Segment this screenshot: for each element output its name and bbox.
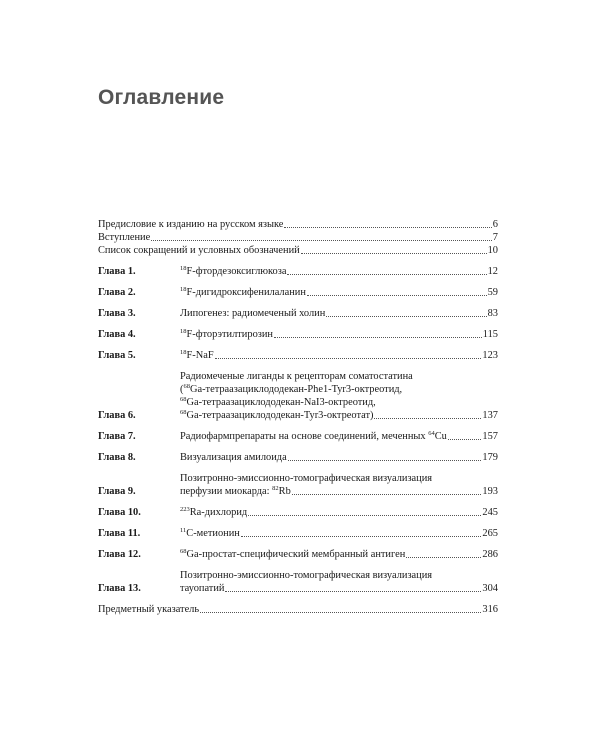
dot-leader: [284, 227, 491, 228]
chapter-label: Глава 8.: [98, 452, 136, 463]
dot-leader: [307, 295, 487, 296]
chapter-label: Глава 3.: [98, 308, 136, 319]
chapter-label: Глава 10.: [98, 507, 141, 518]
entry-body: [180, 349, 498, 362]
title-text: Позитронно-эмиссионно-томографическая визуализация: [180, 473, 433, 484]
page-number: 316: [482, 604, 498, 615]
entry-body: [98, 218, 498, 231]
dot-leader: [287, 274, 486, 275]
entry-line: [180, 472, 498, 485]
toc-entry[interactable]: [98, 231, 498, 244]
page-number: 137: [482, 410, 498, 421]
title-text: F-фторэтилтирозин: [186, 329, 273, 340]
entry-title: [180, 383, 402, 396]
entry-body: [180, 307, 498, 320]
title-text: F-дигидроксифенилаланин: [186, 287, 306, 298]
toc-entry[interactable]: [98, 430, 498, 443]
page-number: 10: [487, 245, 498, 256]
entry-title: [180, 265, 286, 278]
toc-entry[interactable]: [98, 218, 498, 231]
dot-leader: [374, 418, 481, 419]
entry-line: [180, 265, 498, 278]
entry-body: [180, 265, 498, 278]
entry-title: [180, 307, 325, 320]
entry-body: [180, 472, 498, 498]
title-text: Gа-тетраазациклододекан-Phe1-Tyr3-октреотид,: [189, 384, 403, 395]
page-number: 286: [482, 549, 498, 560]
entry-body: [180, 506, 498, 519]
entry-line: [98, 244, 498, 257]
chapter-label: Глава 12.: [98, 549, 141, 560]
title-prefix: (: [180, 384, 184, 395]
isotope-mass: 18: [180, 286, 187, 293]
entry-line: [180, 349, 498, 362]
page-number: 179: [482, 452, 498, 463]
page-title: Оглавление: [98, 86, 225, 109]
title-text: Вступление: [98, 232, 151, 243]
chapter-label: Глава 7.: [98, 431, 136, 442]
title-text: Радиомеченые лиганды к рецепторам соматостатина: [180, 371, 413, 382]
entry-line: [180, 383, 498, 396]
title-text: перфузии миокарда:: [180, 486, 273, 497]
isotope-mass: 18: [180, 265, 187, 272]
toc-entry[interactable]: [98, 307, 498, 320]
page-number: 245: [482, 507, 498, 518]
entry-line: [180, 328, 498, 341]
entry-title: [180, 328, 273, 341]
chapter-label: Глава 2.: [98, 287, 136, 298]
entry-line: [180, 430, 498, 443]
dot-leader: [151, 240, 492, 241]
entry-line: [180, 451, 498, 464]
table-of-contents: [98, 218, 498, 616]
page-number: 304: [482, 583, 498, 594]
entry-line: [180, 548, 498, 561]
entry-body: [98, 231, 498, 244]
entry-title: [180, 472, 432, 485]
isotope-mass: 18: [180, 328, 187, 335]
entry-line: [180, 307, 498, 320]
entry-title: [98, 244, 300, 257]
entry-title: [180, 451, 287, 464]
entry-line: [180, 569, 498, 582]
page-number: 6: [492, 219, 498, 230]
entry-body: [180, 548, 498, 561]
dot-leader: [406, 557, 481, 558]
toc-entry[interactable]: [98, 527, 498, 540]
page-number: 193: [482, 486, 498, 497]
dot-leader: [292, 494, 482, 495]
isotope-mass: 64: [428, 430, 435, 437]
page-number: 265: [482, 528, 498, 539]
dot-leader: [288, 460, 482, 461]
entry-title: [98, 603, 199, 616]
chapter-label: Глава 4.: [98, 329, 136, 340]
title-text: Предисловие к изданию на русском языке: [98, 219, 284, 230]
entry-title: [180, 286, 306, 299]
dot-leader: [241, 536, 482, 537]
page-number: 59: [487, 287, 498, 298]
toc-entry[interactable]: [98, 244, 498, 257]
isotope-mass: 223: [180, 506, 190, 513]
title-text: Gа-тетраазациклододекан-Tyr3-октреотат): [186, 410, 374, 421]
entry-title: [180, 430, 447, 443]
dot-leader: [248, 515, 481, 516]
entry-title: [180, 370, 413, 383]
entry-title: [180, 569, 432, 582]
entry-body: [180, 430, 498, 443]
toc-entry[interactable]: [98, 548, 498, 561]
title-text: Ga-простат-специфический мембранный антиген: [186, 549, 406, 560]
title-text: Предметный указатель: [98, 604, 200, 615]
toc-entry[interactable]: [98, 603, 498, 616]
toc-entry[interactable]: [98, 506, 498, 519]
entry-body: [180, 569, 498, 595]
page-number: 123: [482, 350, 498, 361]
entry-title: [180, 548, 405, 561]
isotope-mass: 82: [272, 485, 279, 492]
entry-title: [180, 582, 224, 595]
title-text: Липогенез: радиомеченый холин: [180, 308, 326, 319]
chapter-label: Глава 9.: [98, 486, 136, 497]
dot-leader: [225, 591, 481, 592]
dot-leader: [200, 612, 481, 613]
title-text: F-фтордезоксиглюкоза: [186, 266, 287, 277]
dot-leader: [448, 439, 482, 440]
isotope-mass: 68: [183, 383, 190, 390]
entry-title: [180, 485, 291, 498]
entry-line: [180, 506, 498, 519]
title-suffix: Cu: [434, 431, 447, 442]
title-text: Позитронно-эмиссионно-томографическая визуализация: [180, 570, 433, 581]
dot-leader: [326, 316, 486, 317]
entry-line: [180, 286, 498, 299]
title-text: Ra-дихлорид: [189, 507, 248, 518]
isotope-mass: 68: [180, 548, 187, 555]
title-text: Визуализация амилоида: [180, 452, 287, 463]
title-text: Список сокращений и условных обозначений: [98, 245, 300, 256]
entry-line: [180, 485, 498, 498]
toc-entry[interactable]: [98, 451, 498, 464]
isotope-mass: 11: [180, 527, 187, 534]
entry-line: [180, 396, 498, 409]
entry-body: [180, 370, 498, 422]
title-text: C-метионин: [186, 528, 240, 539]
chapter-label: Глава 13.: [98, 583, 141, 594]
entry-line: [180, 409, 498, 422]
page-number: 7: [492, 232, 498, 243]
toc-entry[interactable]: [98, 328, 498, 341]
entry-line: [180, 527, 498, 540]
entry-body: [180, 527, 498, 540]
page-number: 157: [482, 431, 498, 442]
page-number: 83: [487, 308, 498, 319]
entry-line: [98, 603, 498, 616]
entry-line: [98, 218, 498, 231]
toc-entry[interactable]: [98, 569, 498, 595]
entry-body: [180, 328, 498, 341]
chapter-label: Глава 6.: [98, 410, 136, 421]
chapter-label: Глава 11.: [98, 528, 141, 539]
dot-leader: [215, 358, 482, 359]
isotope-mass: 18: [180, 349, 187, 356]
title-text: Радиофармпрепараты на основе соединений, меченных: [180, 431, 429, 442]
dot-leader: [301, 253, 487, 254]
isotope-mass: 68: [180, 409, 187, 416]
entry-title: [180, 506, 247, 519]
toc-entry[interactable]: [98, 265, 498, 278]
title-text: Gа-тетраазациклододекан-NaI3-октреотид,: [186, 397, 376, 408]
entry-line: [98, 231, 498, 244]
entry-title: [180, 527, 240, 540]
entry-title: [98, 218, 283, 231]
entry-title: [180, 396, 376, 409]
entry-title: [98, 231, 150, 244]
title-text: тауопатий: [180, 583, 225, 594]
entry-line: [180, 582, 498, 595]
isotope-mass: 68: [180, 396, 187, 403]
chapter-label: Глава 1.: [98, 266, 136, 277]
title-suffix: Rb: [278, 486, 291, 497]
chapter-label: Глава 5.: [98, 350, 136, 361]
toc-entry[interactable]: [98, 349, 498, 362]
entry-title: [180, 409, 373, 422]
toc-entry[interactable]: [98, 370, 498, 422]
toc-entry[interactable]: [98, 286, 498, 299]
entry-body: [180, 286, 498, 299]
entry-body: [98, 603, 498, 616]
dot-leader: [274, 337, 482, 338]
entry-line: [180, 370, 498, 383]
title-text: F-NaF: [186, 350, 214, 361]
entry-title: [180, 349, 214, 362]
entry-body: [180, 451, 498, 464]
page-number: 115: [482, 329, 498, 340]
entry-body: [98, 244, 498, 257]
page-number: 12: [487, 266, 498, 277]
toc-entry[interactable]: [98, 472, 498, 498]
